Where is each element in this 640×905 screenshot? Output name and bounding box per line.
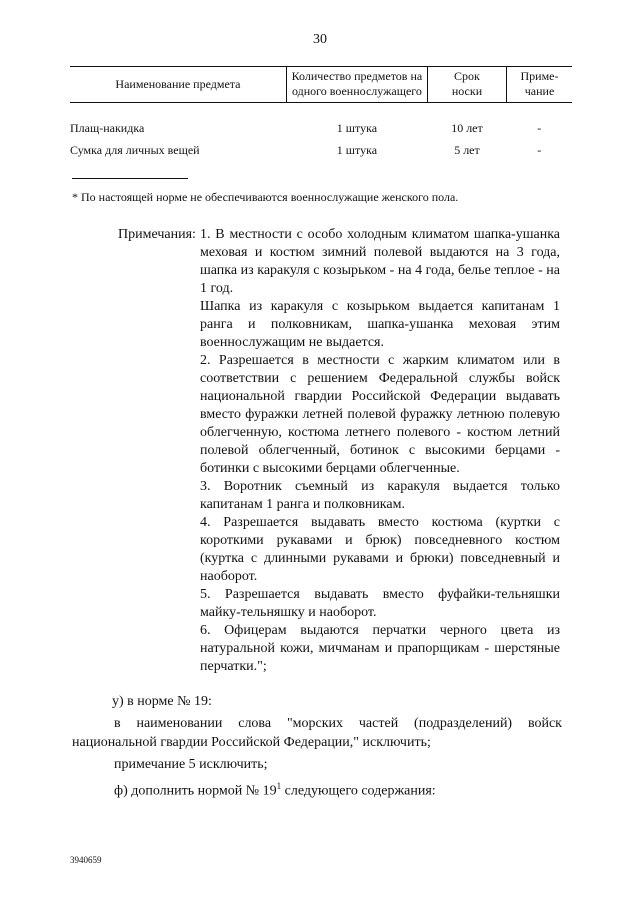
note-paragraph: 3. Воротник съемный из каракуля выдается только капитанам 1 ранга и полковникам. — [200, 479, 560, 512]
header-quantity-line1: Количество предметов на — [291, 69, 423, 83]
amendment-f-after: следующего содержания: — [281, 783, 436, 799]
note-paragraph: 4. Разрешается выдавать вместо костюма (куртки с короткими рукавами и брюк) повседневного костюм (куртка с длинными рукавами и брюки) повседневный и наоборот. — [200, 515, 560, 584]
amendment-u-text: в наименовании слова "морских частей (подразделений) войск национальной гвардии Российской Федерации," исключить; — [72, 716, 562, 750]
footnote: * По настоящей норме не обеспечиваются военнослужащие женского пола. — [72, 190, 459, 204]
header-quantity-line2: одного военнослужащего — [291, 84, 422, 98]
amendment-f-before: ф) дополнить нормой № 19 — [114, 783, 277, 799]
amendment-u-note: примечание 5 исключить; — [114, 757, 268, 772]
header-wear-term — [427, 67, 506, 103]
header-note — [507, 67, 573, 103]
note-paragraph: 1. В местности с особо холодным климатом шапка-ушанка меховая и костюм зимний полевой выдаются на 3 года, шапка из каракуля с козырьком - на 4 года, белье теплое - на 1 год. — [200, 227, 560, 296]
table-row — [70, 139, 572, 161]
note-paragraph: 2. Разрешается в местности с жарким климатом или в соответствии с решением Федеральной службы войск национальной гвардии Российской Федерации выдавать вместо фуражки летней полевой фуражку летнюю полевую облегченную, костюма летнего полевого - костюм летний полевой облегченный, ботинок с высокими берцами - ботинки с высокими берцами облегченные. — [200, 353, 560, 476]
note-paragraph: 6. Офицерам выдаются перчатки черного цвета из натуральной кожи, мичманам и прапорщикам - шерстяные перчатки."; — [200, 623, 560, 674]
table-header-row — [70, 67, 572, 103]
header-quantity — [286, 67, 427, 103]
note-paragraph: Шапка из каракуля с козырьком выдается капитанам 1 ранга и полковникам, шапка-ушанка меховая этим военнослужащим не выдается. — [200, 299, 560, 350]
footnote-divider — [72, 178, 188, 179]
header-note-line2: чание — [524, 84, 555, 98]
table-row — [70, 103, 572, 140]
cell-item-name: Сумка для личных вещей — [70, 143, 200, 157]
amendment-f-text — [72, 777, 562, 801]
cell-quantity: 1 штука — [336, 143, 378, 157]
cell-wear-term: 10 лет — [451, 121, 483, 135]
cell-wear-term: 5 лет — [454, 143, 480, 157]
cell-quantity: 1 штука — [336, 121, 378, 135]
page-number: 30 — [313, 32, 327, 47]
header-term-line2: носки — [451, 84, 483, 98]
cell-note: - — [537, 121, 542, 135]
document-code: 3940659 — [70, 855, 102, 865]
notes-label: Примечания: — [118, 227, 196, 242]
header-note-line1: Приме- — [520, 69, 559, 83]
items-table — [70, 66, 572, 161]
header-item-name: Наименование предмета — [70, 67, 286, 103]
notes-body — [200, 226, 560, 676]
amendments — [72, 692, 562, 804]
cell-note: - — [537, 143, 542, 157]
cell-item-name: Плащ-накидка — [70, 121, 145, 135]
amendment-u-heading: у) в норме № 19: — [112, 694, 212, 709]
note-paragraph: 5. Разрешается выдавать вместо фуфайки-тельняшки майку-тельняшку и наоборот. — [200, 587, 560, 620]
header-term-line1: Срок — [454, 69, 480, 83]
amendment-f-superscript: 1 — [276, 781, 282, 791]
